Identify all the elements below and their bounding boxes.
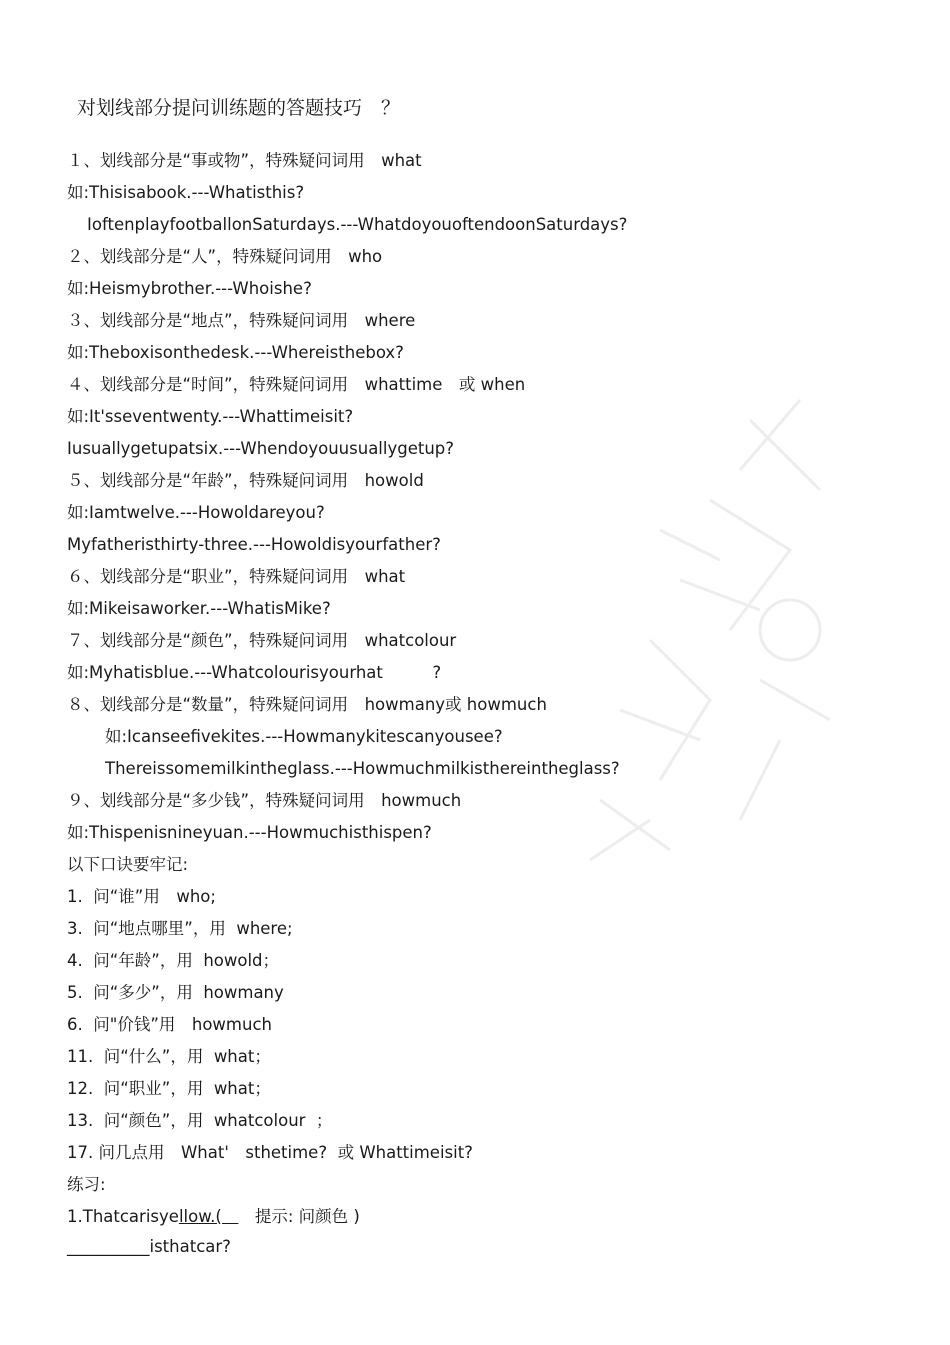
rule-3-example: 如:Theboxisonthedesk.---Whereisthebox? — [67, 343, 404, 362]
rule-4-example-1: 如:It'sseventwenty.---Whattimeisit? — [67, 407, 354, 426]
rule-8-heading: ８、划线部分是“数量”，特殊疑问词用 howmany或 howmuch — [67, 695, 547, 714]
practice-heading: 练习: — [67, 1175, 106, 1194]
answer-blank-line: __________isthatcar? — [67, 1237, 231, 1256]
mnemonic-item-4: 4. 问“年龄”，用 howold； — [67, 951, 280, 970]
question-hint: 提示: 问颜色 ) — [238, 1207, 360, 1226]
rule-6-example: 如:Mikeisaworker.---WhatisMike? — [67, 599, 331, 618]
rule-6-heading: ６、划线部分是“职业”，特殊疑问词用 what — [67, 567, 406, 586]
rule-7-heading: ７、划线部分是“颜色”，特殊疑问词用 whatcolour — [67, 631, 457, 650]
mnemonic-item-6: 6. 问"价钱”用 howmuch — [67, 1015, 272, 1034]
rule-2-heading: ２、划线部分是“人”，特殊疑问词用 who — [67, 247, 383, 266]
rule-9-example: 如:Thispenisnineyuan.---Howmuchisthispen? — [67, 823, 432, 842]
rule-2-example: 如:Heismybrother.---Whoishe? — [67, 279, 312, 298]
mnemonic-item-1: 1. 问“谁”用 who; — [67, 887, 216, 906]
mnemonic-heading: 以下口诀要牢记: — [67, 855, 189, 874]
rule-9-heading: ９、划线部分是“多少钱”，特殊疑问词用 howmuch — [67, 791, 462, 810]
rule-7-example: 如:Myhatisblue.---Whatcolourisyourhat ? — [67, 663, 442, 682]
rule-4-heading: ４、划线部分是“时间”，特殊疑问词用 whattime 或 when — [67, 375, 526, 394]
rule-3-heading: ３、划线部分是“地点”，特殊疑问词用 where — [67, 311, 416, 330]
mnemonic-item-12: 12. 问“职业”，用 what； — [67, 1079, 271, 1098]
watermark-stamp — [560, 380, 860, 900]
mnemonic-item-11: 11. 问“什么”，用 what； — [67, 1047, 271, 1066]
question-text: 1.Thatcarisye — [67, 1207, 179, 1226]
rule-5-example-2: Myfatheristhirty-three.---Howoldisyourfather? — [67, 535, 441, 554]
rule-8-example-1: 如:Icanseefivekites.---Howmanykitescanyousee? — [105, 727, 503, 746]
mnemonic-item-3: 3. 问“地点哪里”，用 where; — [67, 919, 293, 938]
mnemonic-item-13: 13. 问“颜色”，用 whatcolour ； — [67, 1111, 333, 1130]
mnemonic-item-5: 5. 问“多少”，用 howmany — [67, 983, 284, 1002]
rule-5-example-1: 如:Iamtwelve.---Howoldareyou? — [67, 503, 325, 522]
rule-5-heading: ５、划线部分是“年龄”，特殊疑问词用 howold — [67, 471, 424, 490]
rule-8-example-2: Thereissomemilkintheglass.---Howmuchmilkisthereintheglass? — [105, 759, 620, 778]
page-title: 对划线部分提问训练题的答题技巧 ？ — [77, 97, 401, 119]
rule-1-example-1: 如:Thisisabook.---Whatisthis? — [67, 183, 305, 202]
mnemonic-item-17: 17. 问几点用 What' sthetime? 或 Whattimeisit? — [67, 1143, 473, 1162]
rule-1-example-2: IoftenplayfootballonSaturdays.---WhatdoyouoftendoonSaturdays? — [87, 215, 628, 234]
rule-4-example-2: Iusuallygetupatsix.---Whendoyouusuallygetup? — [67, 439, 455, 458]
rule-1-heading: １、划线部分是“事或物”，特殊疑问词用 what — [67, 151, 422, 170]
question-underlined-part: llow.( — [178, 1207, 239, 1226]
practice-question-1 — [67, 1207, 360, 1227]
